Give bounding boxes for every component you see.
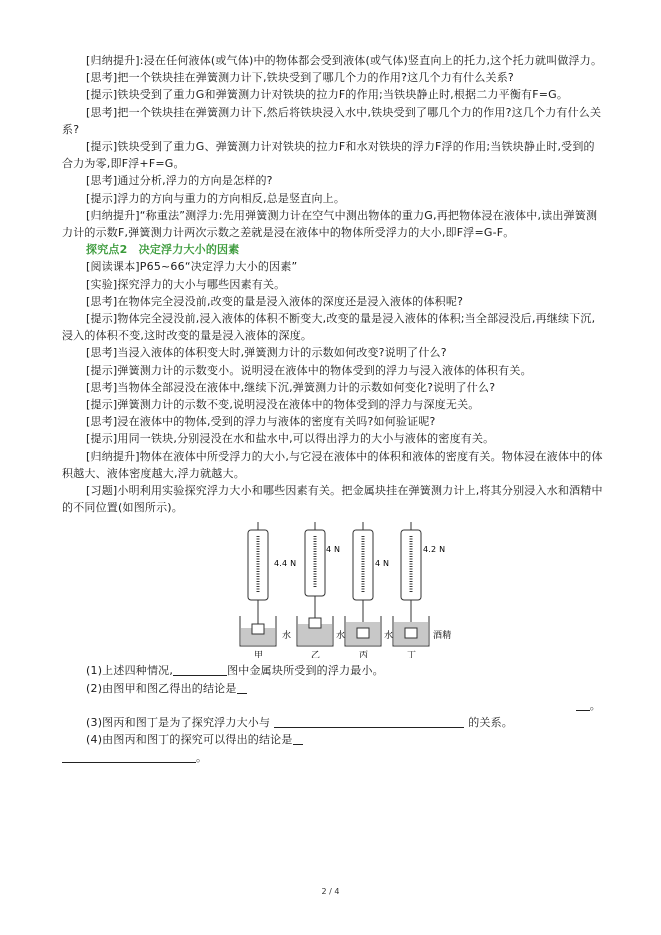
paragraph: [提示]铁块受到了重力G和弹簧测力计对铁块的拉力F的作用;当铁块静止时,根据二力平衡有F=G。	[86, 88, 569, 102]
question-4	[62, 731, 605, 748]
question-1-prefix: (1)上述四种情况,	[86, 664, 174, 678]
reading-ding: 4.2 N	[423, 545, 446, 555]
question-3-suffix: 的关系。	[468, 716, 513, 730]
figure-svg	[62, 522, 605, 658]
question-2-line2	[62, 697, 605, 714]
paragraph: [提示]物体完全浸没前,浸入液体的体积不断变大,改变的量是浸入液体的体积;当全部浸没后,再继续下沉,浸入的体积不变,这时改变的量是浸入液体的深度。	[62, 312, 596, 343]
answer-blank-4b[interactable]	[62, 750, 196, 763]
label-ding: 丁	[407, 651, 417, 659]
question-2-end: 。	[589, 698, 601, 712]
paragraph: [思考]在物体完全浸没前,改变的量是浸入液体的深度还是浸入液体的体积呢?	[86, 294, 464, 308]
paragraph: [思考]把一个铁块挂在弹簧测力计下,铁块受到了哪几个力的作用?这几个力有什么关系?	[86, 71, 514, 85]
question-4-line2	[62, 749, 605, 766]
paragraph: [提示]用同一铁块,分别浸没在水和盐水中,可以得出浮力的大小与液体的密度有关。	[86, 432, 495, 446]
scale-ding	[393, 522, 451, 658]
liquid-yi: 水	[336, 631, 346, 642]
question-3	[62, 714, 605, 731]
answer-blank-2b[interactable]	[576, 698, 590, 711]
liquid-jia: 水	[282, 631, 292, 642]
paragraph: [思考]当物体全部浸没在液体中,继续下沉,弹簧测力计的示数如何变化?说明了什么?	[86, 380, 496, 394]
page-number: 2 / 4	[321, 887, 340, 896]
question-1	[62, 662, 605, 679]
liquid-ding: 酒精	[433, 631, 452, 642]
paragraph: [思考]通过分析,浮力的方向是怎样的?	[86, 174, 273, 188]
paragraph: [归纳提升]“称重法”测浮力:先用弹簧测力计在空气中测出物体的重力G,再把物体浸在液体中,读出弹簧测力计的示数F,弹簧测力计两次示数之差就是浸在液体中的物体所受浮力的大小,即F浮=G-F。	[62, 208, 598, 240]
paragraph: [提示]弹簧测力计的示数变小。说明浸在液体中的物体受到的浮力与浸入液体的体积有关。	[86, 363, 532, 377]
question-3-prefix: (3)图丙和图丁是为了探究浮力大小与	[86, 716, 271, 730]
answer-blank-3[interactable]	[274, 715, 464, 728]
paragraph: [思考]浸在液体中的物体,受到的浮力与液体的密度有关吗?如何验证呢?	[86, 415, 436, 429]
liquid-bing: 水	[384, 631, 394, 642]
document-body	[62, 52, 605, 766]
label-yi: 乙	[311, 651, 321, 659]
paragraph: [习题]小明利用实验探究浮力大小和哪些因素有关。把金属块挂在弹簧测力计上,将其分别浸入水和酒精中的不同位置(如图所示)。	[62, 484, 603, 515]
label-jia: 甲	[254, 651, 264, 659]
label-bing: 丙	[359, 651, 369, 659]
paragraph: [思考]当浸入液体的体积变大时,弹簧测力计的示数如何改变?说明了什么?	[86, 346, 447, 360]
reading-bing: 4 N	[375, 559, 390, 569]
question-1-suffix: 图中金属块所受到的浮力最小。	[227, 664, 384, 678]
spring-scale-figure	[62, 522, 605, 658]
question-4-end: 。	[196, 750, 208, 764]
reading-yi: 4 N	[326, 545, 341, 555]
question-4-text: (4)由图丙和图丁的探究可以得出的结论是	[86, 733, 293, 747]
answer-blank-2a[interactable]	[237, 681, 247, 694]
question-2-text: (2)由图甲和图乙得出的结论是	[86, 681, 237, 695]
section-title: 探究点2 决定浮力大小的因素	[86, 243, 240, 257]
paragraph: [思考]把一个铁块挂在弹簧测力计下,然后将铁块浸入水中,铁块受到了哪几个力的作用?这几个力有什么关系?	[62, 105, 602, 136]
scale-bing	[345, 522, 393, 658]
paragraph: [阅读课本]P65~66“决定浮力大小的因素”	[86, 260, 298, 274]
scale-yi	[297, 522, 345, 658]
paragraph: [归纳提升]物体在液体中所受浮力的大小,与它浸在液体中的体积和液体的密度有关。物体浸在液体中的体积越大、液体密度越大,浮力就越大。	[62, 449, 603, 480]
paragraph: [提示]浮力的方向与重力的方向相反,总是竖直向上。	[86, 191, 346, 205]
paragraph: [提示]铁块受到了重力G、弹簧测力计对铁块的拉力F和水对铁块的浮力F浮的作用;当铁块静止时,受到的合力为零,即F浮+F=G。	[62, 140, 595, 171]
answer-blank-1[interactable]	[173, 663, 227, 676]
answer-blank-4a[interactable]	[293, 732, 303, 745]
paragraph: [提示]弹簧测力计的示数不变,说明浸没在液体中的物体受到的浮力与深度无关。	[86, 398, 480, 412]
scale-jia	[240, 522, 296, 658]
paragraph: [实验]探究浮力的大小与哪些因素有关。	[86, 277, 286, 291]
reading-jia: 4.4 N	[274, 559, 297, 569]
paragraph: [归纳提升]:浸在任何液体(或气体)中的物体都会受到液体(或气体)竖直向上的托力,这个托力就叫做浮力。	[86, 54, 603, 67]
question-2	[62, 680, 605, 697]
